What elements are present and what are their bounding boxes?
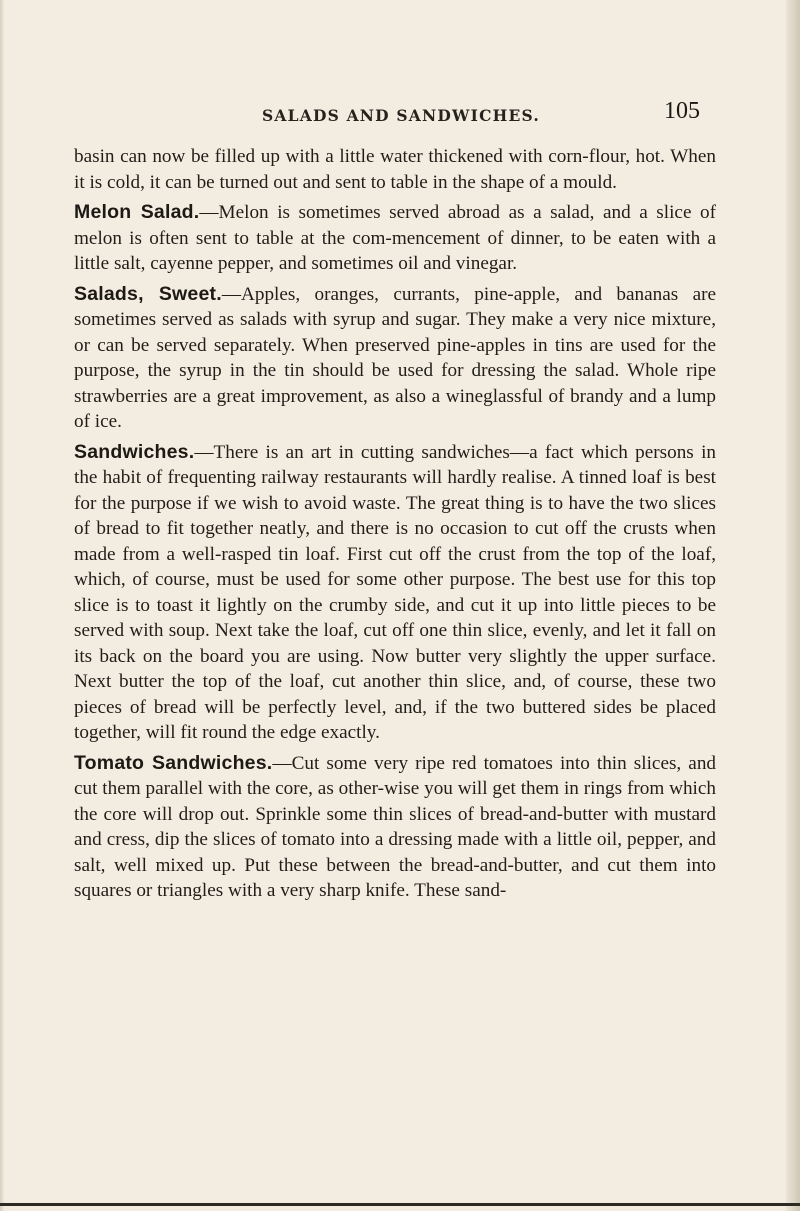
page-number: 105 [664, 98, 700, 124]
paragraph-text: basin can now be filled up with a little water thickened with corn-flour, hot. When it is cold, it can be turned out and sent to table in the shape of a mould. [74, 146, 716, 193]
paragraph-text: —Cut some very ripe red tomatoes into thin slices, and cut them parallel with the core, as other-wise you will get them in rings from which the core will drop out. Sprinkle some thin slices of bread-and-butter with mustard and cress, dip the slices of tomato into a dressing made with a little oil, pepper, and salt, well mixed up. Put these between the bread-and-butter, and cut them into squares or triangles with a very sharp knife. These sand- [74, 752, 717, 901]
page-left-edge [0, 0, 4, 1211]
paragraph-text: —Melon is sometimes served abroad as a salad, and a slice of melon is often sent to table at the com-mencement of dinner, to be eaten with a little salt, cayenne pepper, and sometimes oil and vinegar. [74, 202, 716, 274]
page-body [74, 144, 716, 904]
paragraph-tomato-sandwiches [74, 751, 716, 904]
paragraph-sandwiches [74, 440, 716, 746]
page-bottom-rule [0, 1203, 800, 1206]
section-heading-sandwiches: Sandwiches. [74, 440, 195, 463]
section-heading-melon-salad: Melon Salad. [74, 201, 200, 223]
paragraph-text: —There is an art in cutting sandwiches—a fact which persons in the habit of frequenting railway restaurants will hardly realise. A tinned loaf is best for the purpose if we wish to avoid waste. The great thing is to have the two slices of bread to fit together neatly, and there is no occasion to cut off the crusts when made from a well-rasped tin loaf. First cut off the crust from the top of the loaf, which, of course, must be used for some other purpose. The best use for this top slice is to toast it lightly on the crumby side, and cut it up into little pieces to be served with soup. Next take the loaf, cut off one thin slice, evenly, and let it fall on its back on the board you are using. Now butter very slightly the upper surface. Next butter the top of the loaf, cut another thin slice, and, of course, these two pieces of bread will be perfectly level, and, if the two buttered sides be placed together, will fit round the edge exactly. [74, 441, 716, 743]
paragraph-basin [74, 144, 716, 195]
running-head: SALADS AND SANDWICHES. [262, 106, 540, 125]
section-heading-tomato-sandwiches: Tomato Sandwiches. [74, 751, 273, 774]
paragraph-melon-salad [74, 200, 716, 277]
paragraph-text: —Apples, oranges, currants, pine-apple, and bananas are sometimes served as salads with syrup and sugar. They make a very nice mixture, or can be served separately. When preserved pine-apples in tins are used for the purpose, the syrup in the tin should be used for dressing the salad. Whole ripe strawberries are a great improvement, as also a wineglassful of brandy and a lump of ice. [74, 283, 716, 432]
paragraph-salads-sweet [74, 282, 716, 435]
page-header [72, 98, 718, 134]
page-right-edge [786, 0, 800, 1211]
section-heading-salads-sweet: Salads, Sweet. [74, 282, 222, 305]
